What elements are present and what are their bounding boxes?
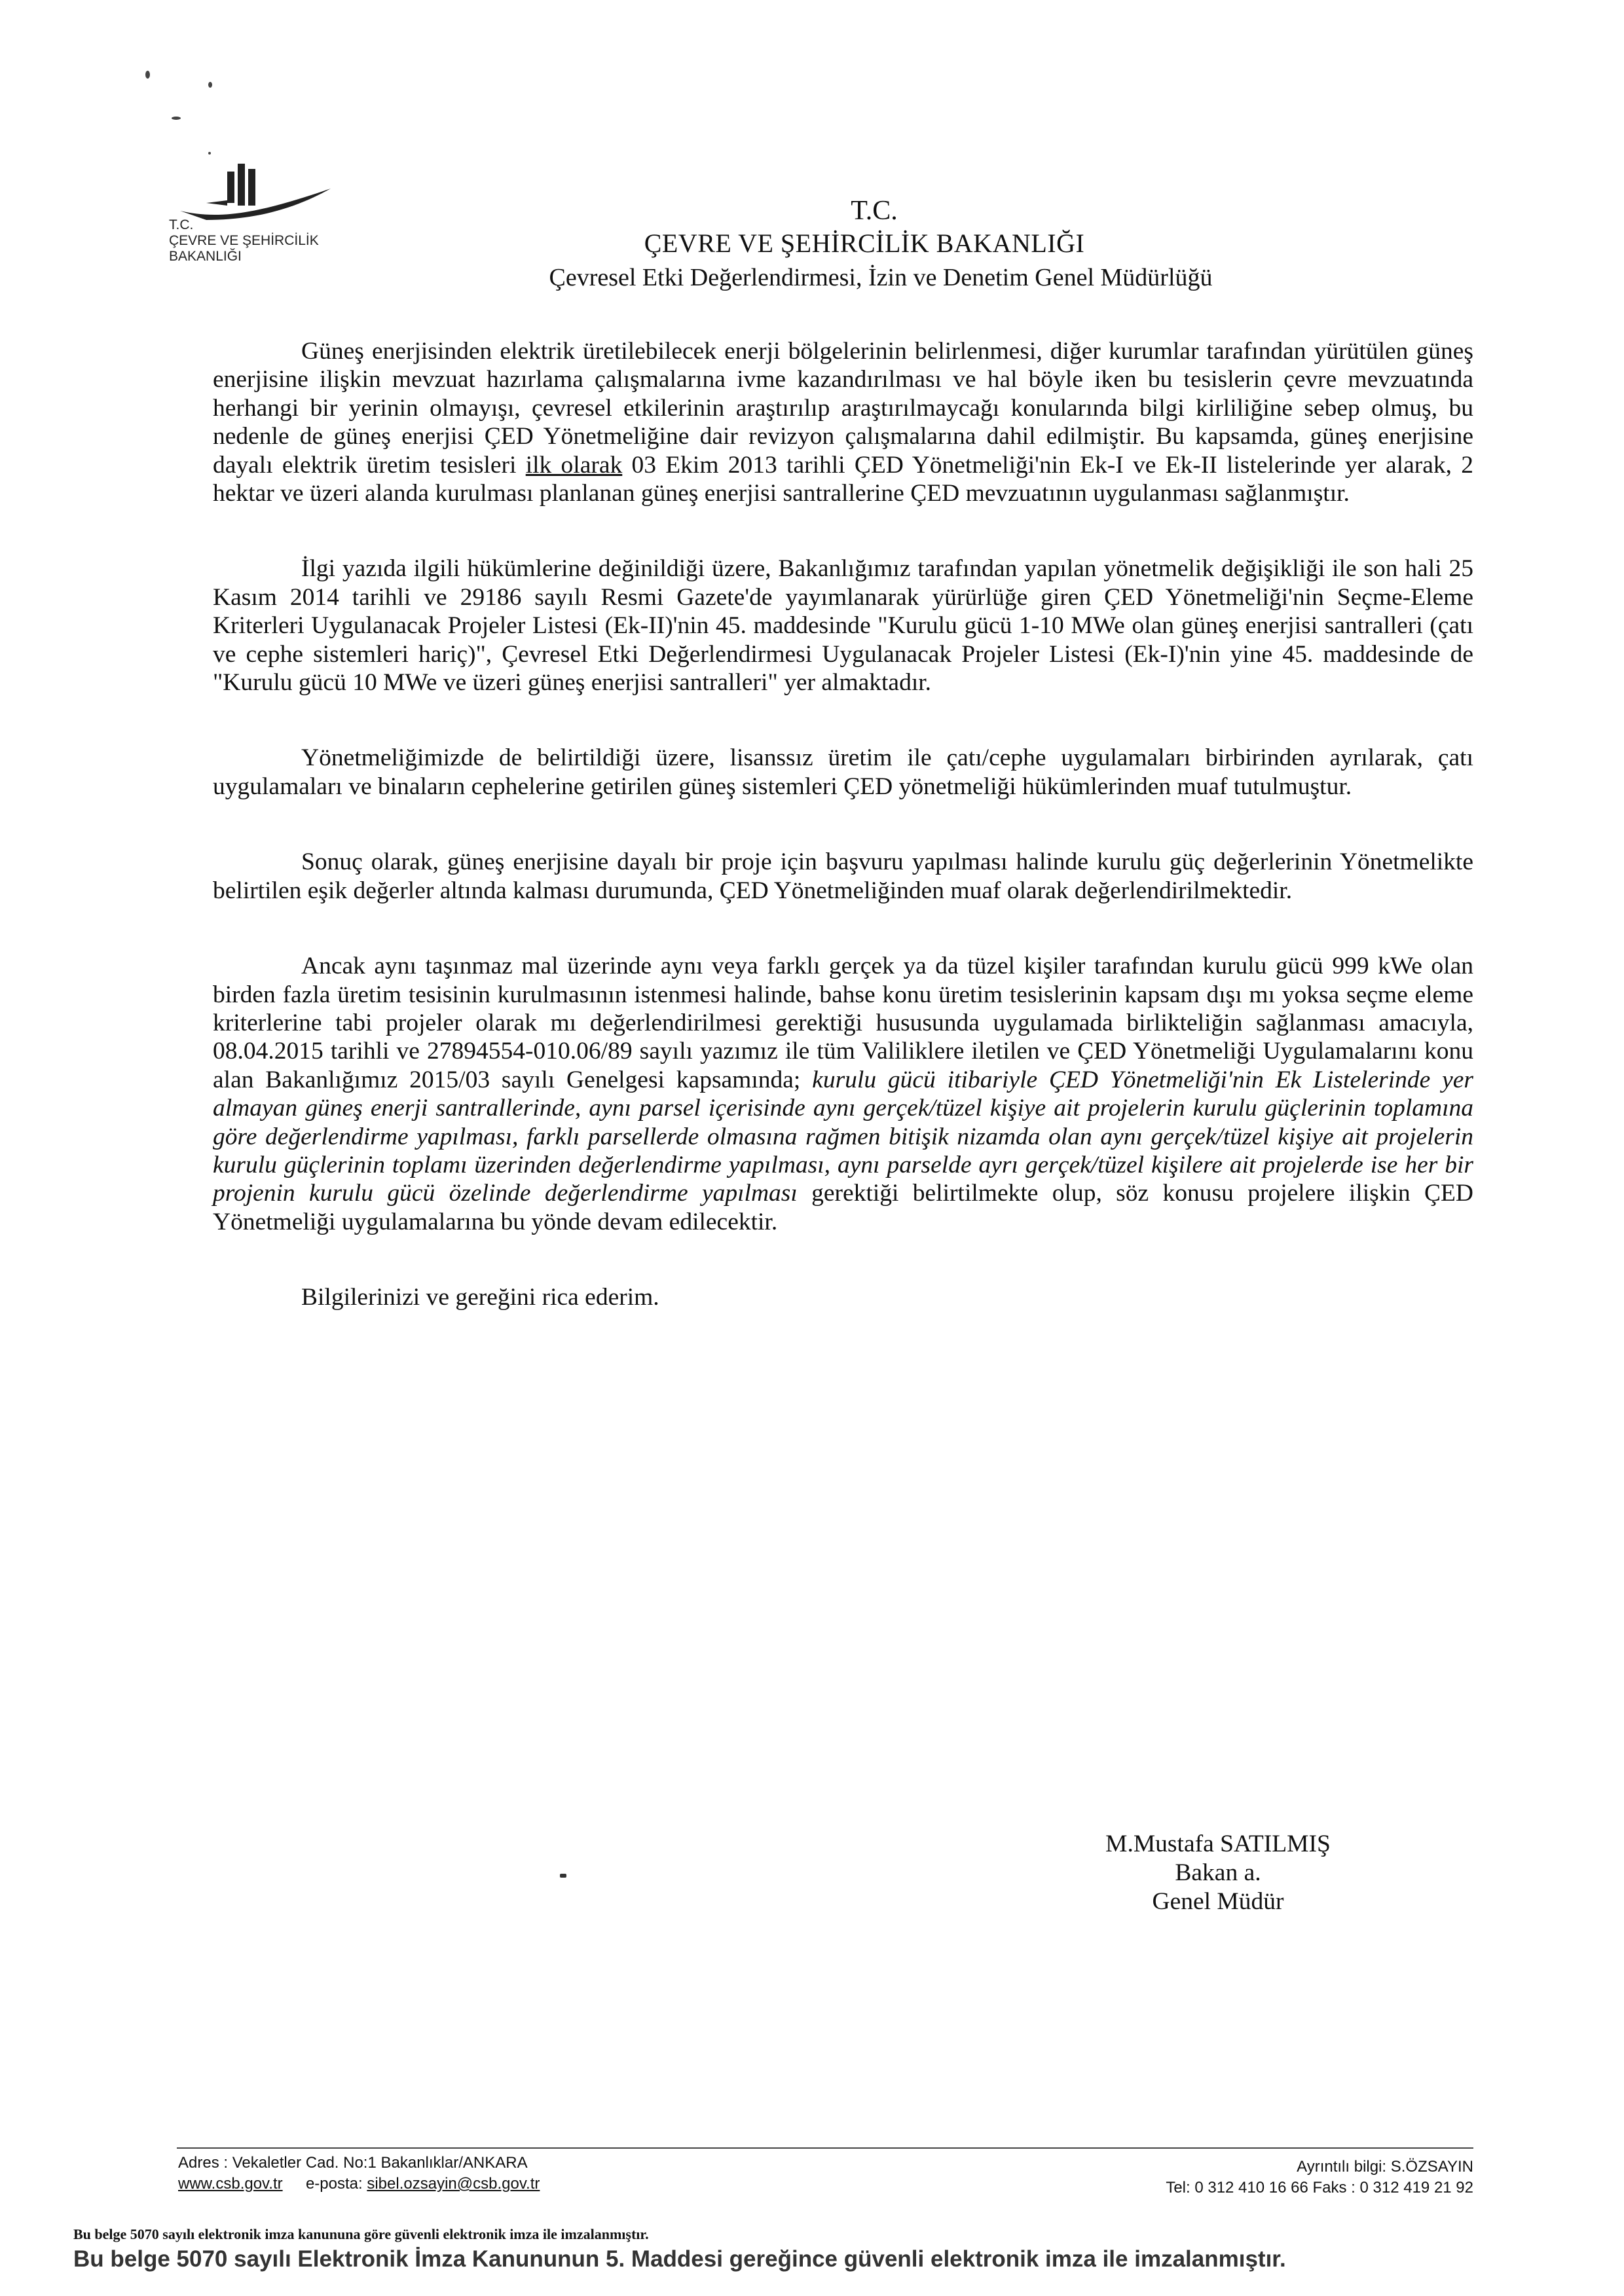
paragraph-5 xyxy=(213,952,1473,1236)
scan-speck xyxy=(208,152,211,155)
footer-divider xyxy=(177,2147,1473,2149)
signatory-name: M.Mustafa SATILMIŞ xyxy=(1105,1831,1331,1857)
paragraph-text: 03 Ekim 2013 tarihli ÇED Yönetmeliği'nin Ek-I ve Ek-II listelerinde yer alarak, 2 hektar ve üzeri alanda kurulması planlanan güneş enerjisi santrallerine ÇED mevzuatının uygulanması sağlanmıştır. xyxy=(213,451,1473,507)
footer-info xyxy=(1022,2153,1473,2198)
footer-web-email xyxy=(178,2174,540,2195)
paragraph-text: Ancak aynı taşınmaz mal üzerinde aynı veya farklı gerçek ya da tüzel kişiler tarafından kurulu gücü 999 kWe olan birden fazla üretim tesisinin kurulmasının istenmesi halinde, bahse konu üretim tesislerinin kapsam dışı mı yoksa seçme eleme kriterlerine tabi projeler olarak mı değerlendirilmesi gerektiği hususunda uygulamada birlikteliğin sağlanması amacıyla, 08.04.2015 tarihli ve 27894554-010.06/89 sayılı yazımız ile tüm Valiliklere iletilen ve ÇED Yönetmeliği Uygulamalarını konu alan Bakanlığımız 2015/03 sayılı Genelgesi kapsamında; xyxy=(213,953,1473,1093)
letter-body xyxy=(213,337,1473,1312)
paragraph-text: gerektiği belirtilmekte olup, söz konusu projelere ilişkin ÇED Yönetmeliği uygulamalarına bu yönde devam edilecektir. xyxy=(213,1180,1473,1235)
letterhead-department: Çevresel Etki Değerlendirmesi, İzin ve Denetim Genel Müdürlüğü xyxy=(549,264,1213,291)
footer-detail-contact: Ayrıntılı bilgi: S.ÖZSAYIN xyxy=(1297,2158,1473,2176)
paragraph-4: Sonuç olarak, güneş enerjisine dayalı bir proje için başvuru yapılması halinde kurulu güç değerlerinin Yönetmelikte belirtilen eşik değerler altında kalması durumunda, ÇED Yönetmeliğinden muaf olarak değerlendirilmektedir. xyxy=(213,848,1473,904)
footer-contact xyxy=(178,2153,540,2195)
emblem-caption-line: T.C. xyxy=(169,217,194,232)
scan-speck xyxy=(208,82,212,88)
letterhead xyxy=(0,195,1624,295)
signatory-title: Genel Müdür xyxy=(1152,1888,1284,1915)
scan-mark xyxy=(560,1874,566,1878)
paragraph-2: İlgi yazıda ilgili hükümlerine değinildiği üzere, Bakanlığımız tarafından yapılan yönetmelik değişikliği ile son hali 25 Kasım 2014 tarihli ve 29186 sayılı Resmi Gazete'de yayımlanarak yürürlüğe giren ÇED Yönetmeliği'nin Seçme-Eleme Kriterleri Uygulanacak Projeler Listesi (Ek-II)'nin 45. maddesinde "Kurulu gücü 1-10 MWe olan güneş enerjisi santralleri (çatı ve cephe sistemleri hariç)", Çevresel Etki Değerlendirmesi Uygulanacak Projeler Listesi (Ek-I)'nin yine 45. maddesinde de "Kurulu gücü 10 MWe ve üzeri güneş enerjisi santralleri" yer almaktadır. xyxy=(213,555,1473,697)
footer-email-label: e-posta: xyxy=(305,2175,363,2193)
footer-phone-fax: Tel: 0 312 410 16 66 Faks : 0 312 419 21 92 xyxy=(1166,2179,1473,2196)
footer-website-link[interactable]: www.csb.gov.tr xyxy=(178,2175,283,2193)
letterhead-tc: T.C. xyxy=(851,196,898,226)
letterhead-ministry: ÇEVRE VE ŞEHİRCİLİK BAKANLIĞI xyxy=(644,228,1085,258)
scan-speck xyxy=(172,117,181,120)
paragraph-3: Yönetmeliğimizde de belirtildiği üzere, lisanssız üretim ile çatı/cephe uygulamaları birbirinden ayrılarak, çatı uygulamaları ve binaların cephelerine getirilen güneş sistemleri ÇED yönetmeliği hükümlerinden muaf tutulmuştur. xyxy=(213,744,1473,800)
footer-address: Adres : Vekaletler Cad. No:1 Bakanlıklar/ANKARA xyxy=(178,2154,528,2172)
scan-speck xyxy=(145,71,150,79)
esign-notice-large: Bu belge 5070 sayılı Elektronik İmza Kanununun 5. Maddesi gereğince güvenli elektronik imza ile imzalanmıştır. xyxy=(73,2246,1286,2272)
paragraph-6: Bilgilerinizi ve gereğini rica ederim. xyxy=(301,1284,659,1311)
italic-text: kurulu gücü itibariyle ÇED Yönetmeliği'nin Ek Listelerinde yer almayan güneş enerji santrallerinde, aynı parsel içerisinde aynı gerçek/tüzel kişiye ait projelerin kurulu güçlerinin toplamına göre değerlendirme yapılması, farklı parsellerde olmasına rağmen bitişik nizamda olan aynı gerçek/tüzel kişiye ait projelerin kurulu güçlerinin toplamı üzerinden değerlendirme yapılması, aynı parselde ayrı gerçek/tüzel kişilere ait projelerde ise her bir projenin kurulu gücü özelinde değerlendirme yapılması xyxy=(213,1066,1473,1207)
paragraph-1 xyxy=(213,337,1473,507)
signature-block xyxy=(1054,1830,1382,1916)
paragraph-text: Güneş enerjisinden elektrik üretilebilecek enerji bölgelerinin belirlenmesi, diğer kurumlar tarafından yürütülen güneş enerjisine ilişkin mevzuat hazırlama çalışmalarına ivme kazandırılması ve hal böyle iken bu tesislerin çevre mevzuatında herhangi bir yerinin olmayışı, çevresel etkilerinin araştırılıp araştırılmaycağı konularında bilgi kirliliğine sebep olmuş, bu nedenle de güneş enerjisi ÇED Yönetmeliğine dair revizyon çalışmalarına dahil edilmiştir. Bu kapsamda, güneş enerjisine dayalı elektrik üretim tesisleri xyxy=(213,338,1473,479)
esign-notice-small: Bu belge 5070 sayılı elektronik imza kanununa göre güvenli elektronik imza ile imzalanmıştır. xyxy=(73,2226,649,2242)
footer-email-link[interactable]: sibel.ozsayin@csb.gov.tr xyxy=(367,2175,540,2193)
emblem-caption-line: BAKANLIĞI xyxy=(169,249,242,264)
signatory-role: Bakan a. xyxy=(1175,1859,1261,1886)
emblem-caption-line: ÇEVRE VE ŞEHİRCİLİK xyxy=(169,233,319,248)
underlined-text: ilk olarak xyxy=(525,451,623,479)
